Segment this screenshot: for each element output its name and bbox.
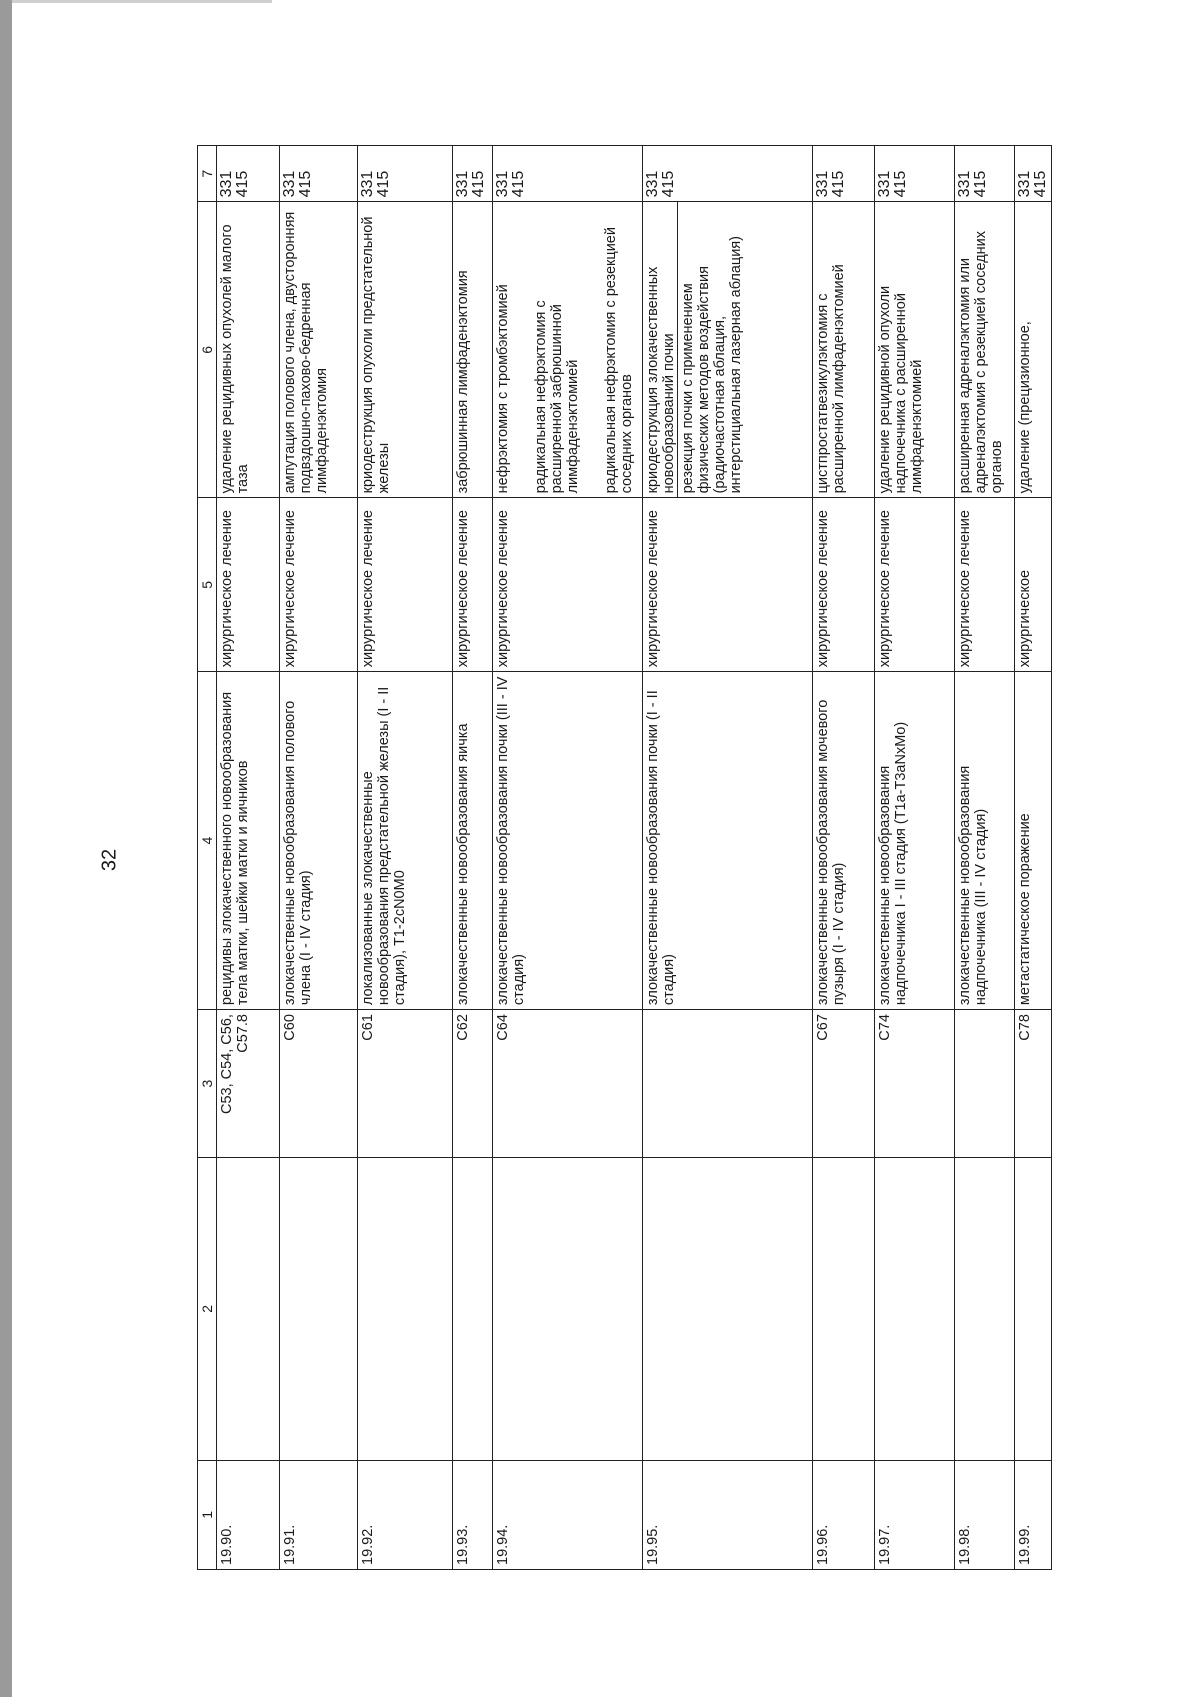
icd-codes: C78	[1015, 1010, 1052, 1158]
icd-codes: C53, C54, C56, C57.8	[217, 1010, 280, 1158]
diagnosis: злокачественные новообразования надпочечника (III - IV стадия)	[955, 672, 1015, 1010]
treatment-type: хирургическое лечение	[358, 498, 453, 672]
icd-codes: C67	[813, 1010, 875, 1158]
icd-codes: C64	[493, 1010, 643, 1158]
row-col2	[875, 1158, 955, 1460]
row-number: 19.94.	[493, 1460, 643, 1569]
header-col-6: 6	[198, 202, 217, 498]
row-col2	[493, 1158, 643, 1460]
row-number: 19.92.	[358, 1460, 453, 1569]
treatment-type: хирургическое лечение	[217, 498, 280, 672]
treatment-type: хирургическое лечение	[280, 498, 358, 672]
cost-value: 331 415	[643, 146, 813, 202]
table-row	[875, 146, 955, 1570]
icd-codes: C61	[358, 1010, 453, 1158]
scan-edge	[0, 0, 12, 1697]
row-number: 19.97.	[875, 1460, 955, 1569]
row-number: 19.91.	[280, 1460, 358, 1569]
header-col-4: 4	[198, 672, 217, 1010]
diagnosis: метастатическое поражение	[1015, 672, 1052, 1010]
table-row	[955, 146, 1015, 1570]
row-number: 19.90.	[217, 1460, 280, 1569]
treatment-type: хирургическое лечение	[955, 498, 1015, 672]
row-number: 19.96.	[813, 1460, 875, 1569]
icd-codes	[643, 1010, 813, 1158]
cost-value: 331 415	[813, 146, 875, 202]
table-row	[453, 146, 493, 1570]
row-col2	[643, 1158, 813, 1460]
diagnosis: злокачественные новообразования надпочечника I - III стадия (T1a-T3aNxMo)	[875, 672, 955, 1010]
header-col-7: 7	[198, 146, 217, 202]
treatment-method: цистпростатвезикулэктомия с расширенной лимфаденэктомией	[813, 202, 875, 498]
treatment-type: хирургическое лечение	[453, 498, 493, 672]
icd-codes: C60	[280, 1010, 358, 1158]
page-number-text: 32	[98, 848, 121, 872]
cost-value: 331 415	[875, 146, 955, 202]
table-row	[493, 146, 643, 1570]
icd-codes: C62	[453, 1010, 493, 1158]
treatment-method-cell	[493, 202, 643, 498]
treatment-method-cell	[643, 202, 813, 498]
header-col-3: 3	[198, 1010, 217, 1158]
treatment-method: забрюшинная лимфаденэктомия	[453, 202, 493, 498]
treatment-method: удаление рецидивной опухоли надпочечника с расширенной лимфаденэктомией	[875, 202, 955, 498]
treatment-method: расширенная адреналэктомия или адреналэктомия с резекцией соседних органов	[955, 202, 1015, 498]
table-row	[643, 146, 813, 1570]
row-number: 19.93.	[453, 1460, 493, 1569]
row-col2	[813, 1158, 875, 1460]
treatment-type: хирургическое лечение	[875, 498, 955, 672]
treatment-method: резекция почки с применением физических методов воздействия (радиочастотная аблация, интерстициальная лазерная аблация)	[677, 202, 744, 497]
cost-value: 331 415	[280, 146, 358, 202]
diagnosis: злокачественные новообразования почки (III - IV стадия)	[493, 672, 643, 1010]
icd-codes: C74	[875, 1010, 955, 1158]
treatment-type: хирургическое лечение	[493, 498, 643, 672]
treatment-method: нефрэктомия с тромбэктомией	[495, 284, 511, 494]
header-row	[198, 146, 217, 1570]
treatment-method: удаление рецидивных опухолей малого таза	[217, 202, 280, 498]
table-row	[358, 146, 453, 1570]
cost-value: 331 415	[1015, 146, 1052, 202]
diagnosis: злокачественные новообразования мочевого пузыря (I - IV стадия)	[813, 672, 875, 1010]
header-col-5: 5	[198, 498, 217, 672]
diagnosis: рецидивы злокачественного новообразования тела матки, шейки матки и яичников	[217, 672, 280, 1010]
diagnosis: злокачественные новообразования яичка	[453, 672, 493, 1010]
cost-value: 331 415	[358, 146, 453, 202]
row-col2	[453, 1158, 493, 1460]
row-number: 19.95.	[643, 1460, 813, 1569]
table-row	[280, 146, 358, 1570]
row-number: 19.99.	[1015, 1460, 1052, 1569]
treatment-method: радикальная нефрэктомия с резекцией соседних органов	[603, 227, 635, 494]
row-col2	[1015, 1158, 1052, 1460]
treatment-type: хирургическое лечение	[643, 498, 813, 672]
table-row	[1015, 146, 1052, 1570]
treatment-method: радикальная нефрэктомия с расширенной забрюшинной лимфаденэктомией	[533, 300, 581, 494]
cost-value: 331 415	[955, 146, 1015, 202]
cost-value: 331 415	[493, 146, 643, 202]
treatment-method: криодеструкция злокачественных новообразований почки	[645, 266, 677, 494]
row-col2	[280, 1158, 358, 1460]
row-col2	[358, 1158, 453, 1460]
table-row	[813, 146, 875, 1570]
scan-top-line	[12, 0, 272, 3]
table-row	[217, 146, 280, 1570]
procedures-table	[197, 145, 1052, 1570]
cost-value: 331 415	[453, 146, 493, 202]
diagnosis: злокачественные новообразования полового члена (I - IV стадия)	[280, 672, 358, 1010]
treatment-method: криодеструкция опухоли предстательной железы	[358, 202, 453, 498]
diagnosis: локализованные злокачественные новообразования предстательной железы (I - II стадия), T1-2cN0M0	[358, 672, 453, 1010]
row-col2	[217, 1158, 280, 1460]
header-col-2: 2	[198, 1158, 217, 1460]
row-number: 19.98.	[955, 1460, 1015, 1569]
header-col-1: 1	[198, 1460, 217, 1569]
treatment-type: хирургическое	[1015, 498, 1052, 672]
icd-codes	[955, 1010, 1015, 1158]
rotated-table-container	[197, 145, 1082, 1570]
row-col2	[955, 1158, 1015, 1460]
treatment-type: хирургическое лечение	[813, 498, 875, 672]
diagnosis: злокачественные новообразования почки (I - II стадия)	[643, 672, 813, 1010]
treatment-method: удаление (прецизионное,	[1015, 202, 1052, 498]
treatment-method: ампутация полового члена, двусторонняя подвздошно-пахово-бедренная лимфаденэктомия	[280, 202, 358, 498]
cost-value: 331 415	[217, 146, 280, 202]
